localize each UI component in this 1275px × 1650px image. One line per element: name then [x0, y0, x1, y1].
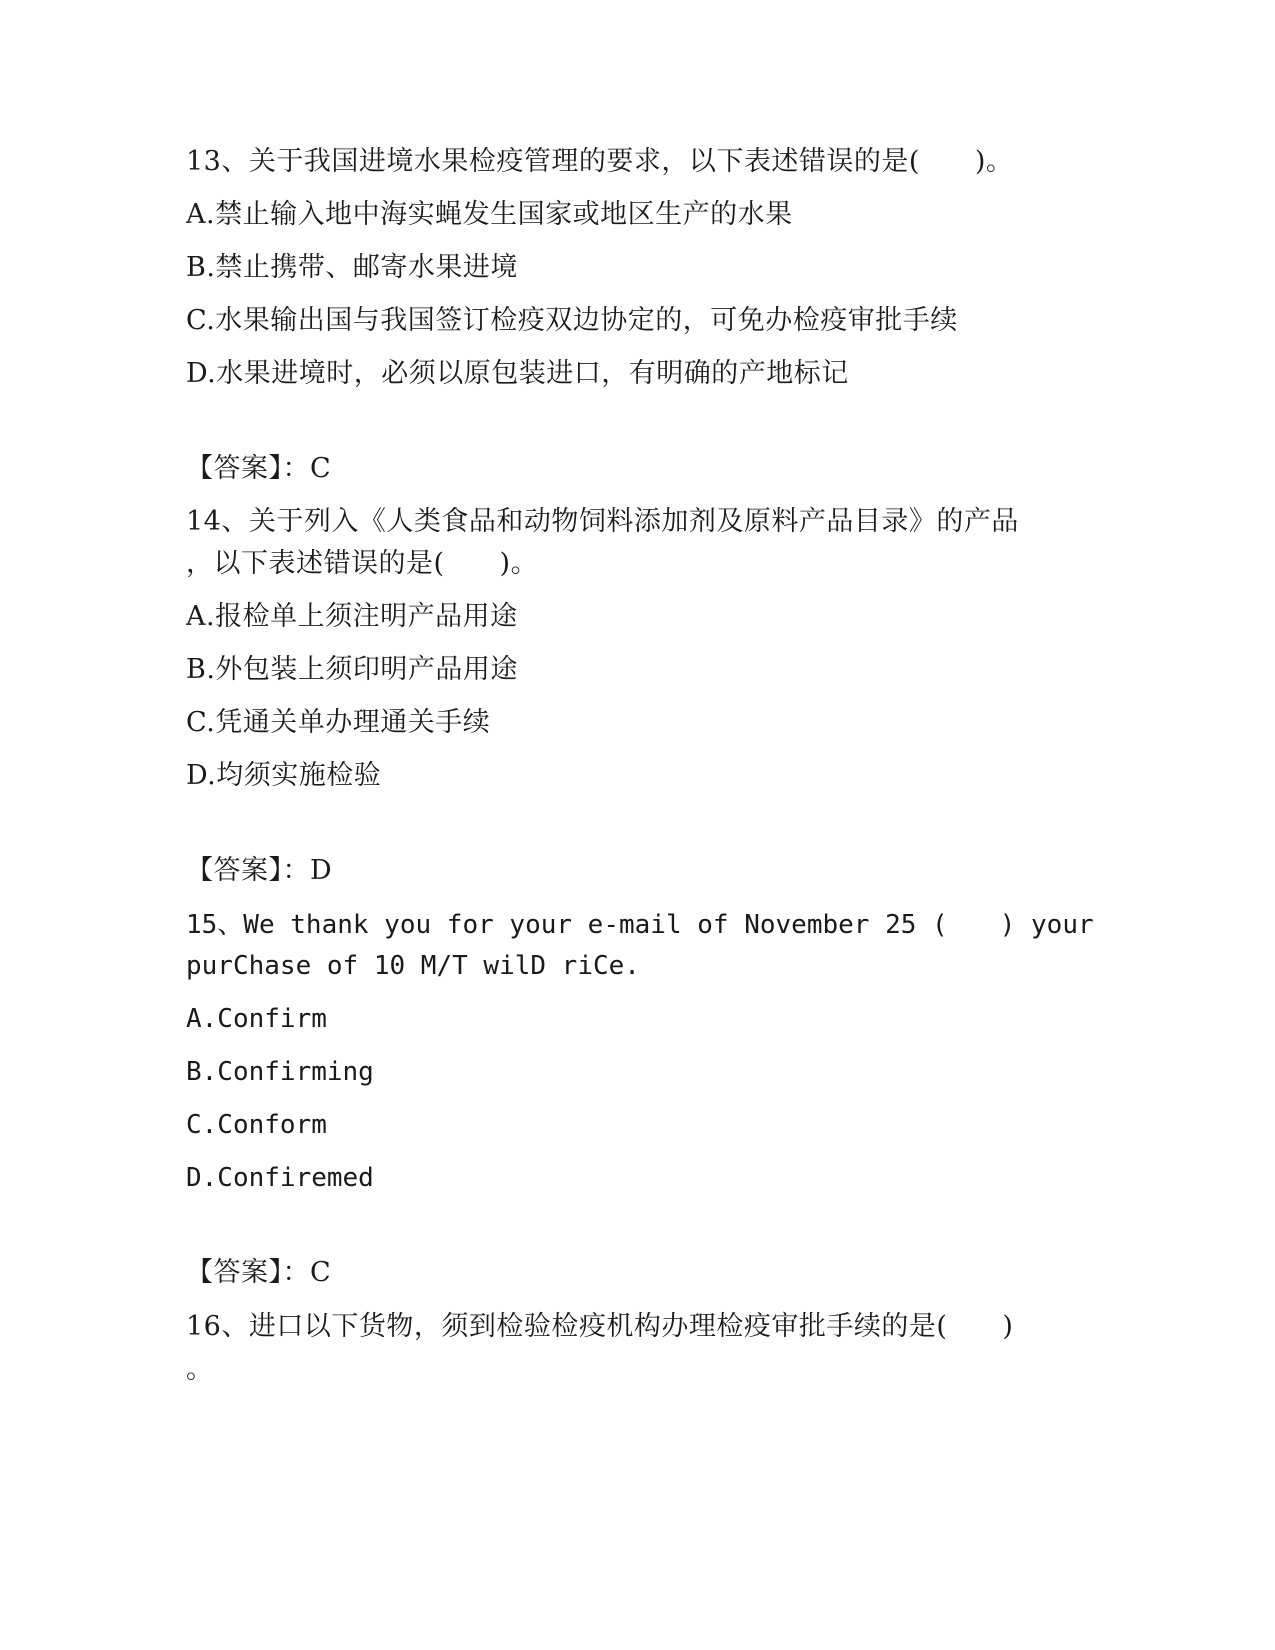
option-c: C.水果输出国与我国签订检疫双边协定的，可免办检疫审批手续	[186, 305, 958, 336]
option-b: B.Confirming	[186, 1057, 374, 1087]
option-d: D.水果进境时，必须以原包装进口，有明确的产地标记	[186, 358, 849, 389]
question-stem: 14、关于列入《人类食品和动物饲料添加剂及原料产品目录》的产品	[186, 506, 1019, 537]
option-a: A.报检单上须注明产品用途	[186, 601, 518, 632]
question-stem-continued: purChase of 10 M/T wilD riCe.	[186, 951, 640, 981]
option-b: B.外包装上须印明产品用途	[186, 654, 518, 685]
option-c: C.Conform	[186, 1110, 327, 1140]
option-a: A.禁止输入地中海实蝇发生国家或地区生产的水果	[186, 199, 793, 230]
question-stem: 15、We thank you for your e-mail of November 25 ( ) your	[186, 910, 1094, 940]
answer-line: 【答案】：D	[186, 855, 333, 886]
question-stem-continued: ，以下表述错误的是( )。	[186, 548, 539, 579]
question-stem: 13、关于我国进境水果检疫管理的要求，以下表述错误的是( )。	[186, 146, 1014, 177]
option-d: D.Confiremed	[186, 1163, 374, 1193]
option-c: C.凭通关单办理通关手续	[186, 707, 491, 738]
answer-line: 【答案】：C	[186, 453, 332, 484]
answer-line: 【答案】：C	[186, 1257, 332, 1288]
option-b: B.禁止携带、邮寄水果进境	[186, 252, 518, 283]
question-stem-continued: 。	[186, 1354, 214, 1385]
question-stem: 16、进口以下货物，须到检验检疫机构办理检疫审批手续的是( )	[186, 1311, 1014, 1342]
option-a: A.Confirm	[186, 1004, 327, 1034]
option-d: D.均须实施检验	[186, 760, 382, 791]
